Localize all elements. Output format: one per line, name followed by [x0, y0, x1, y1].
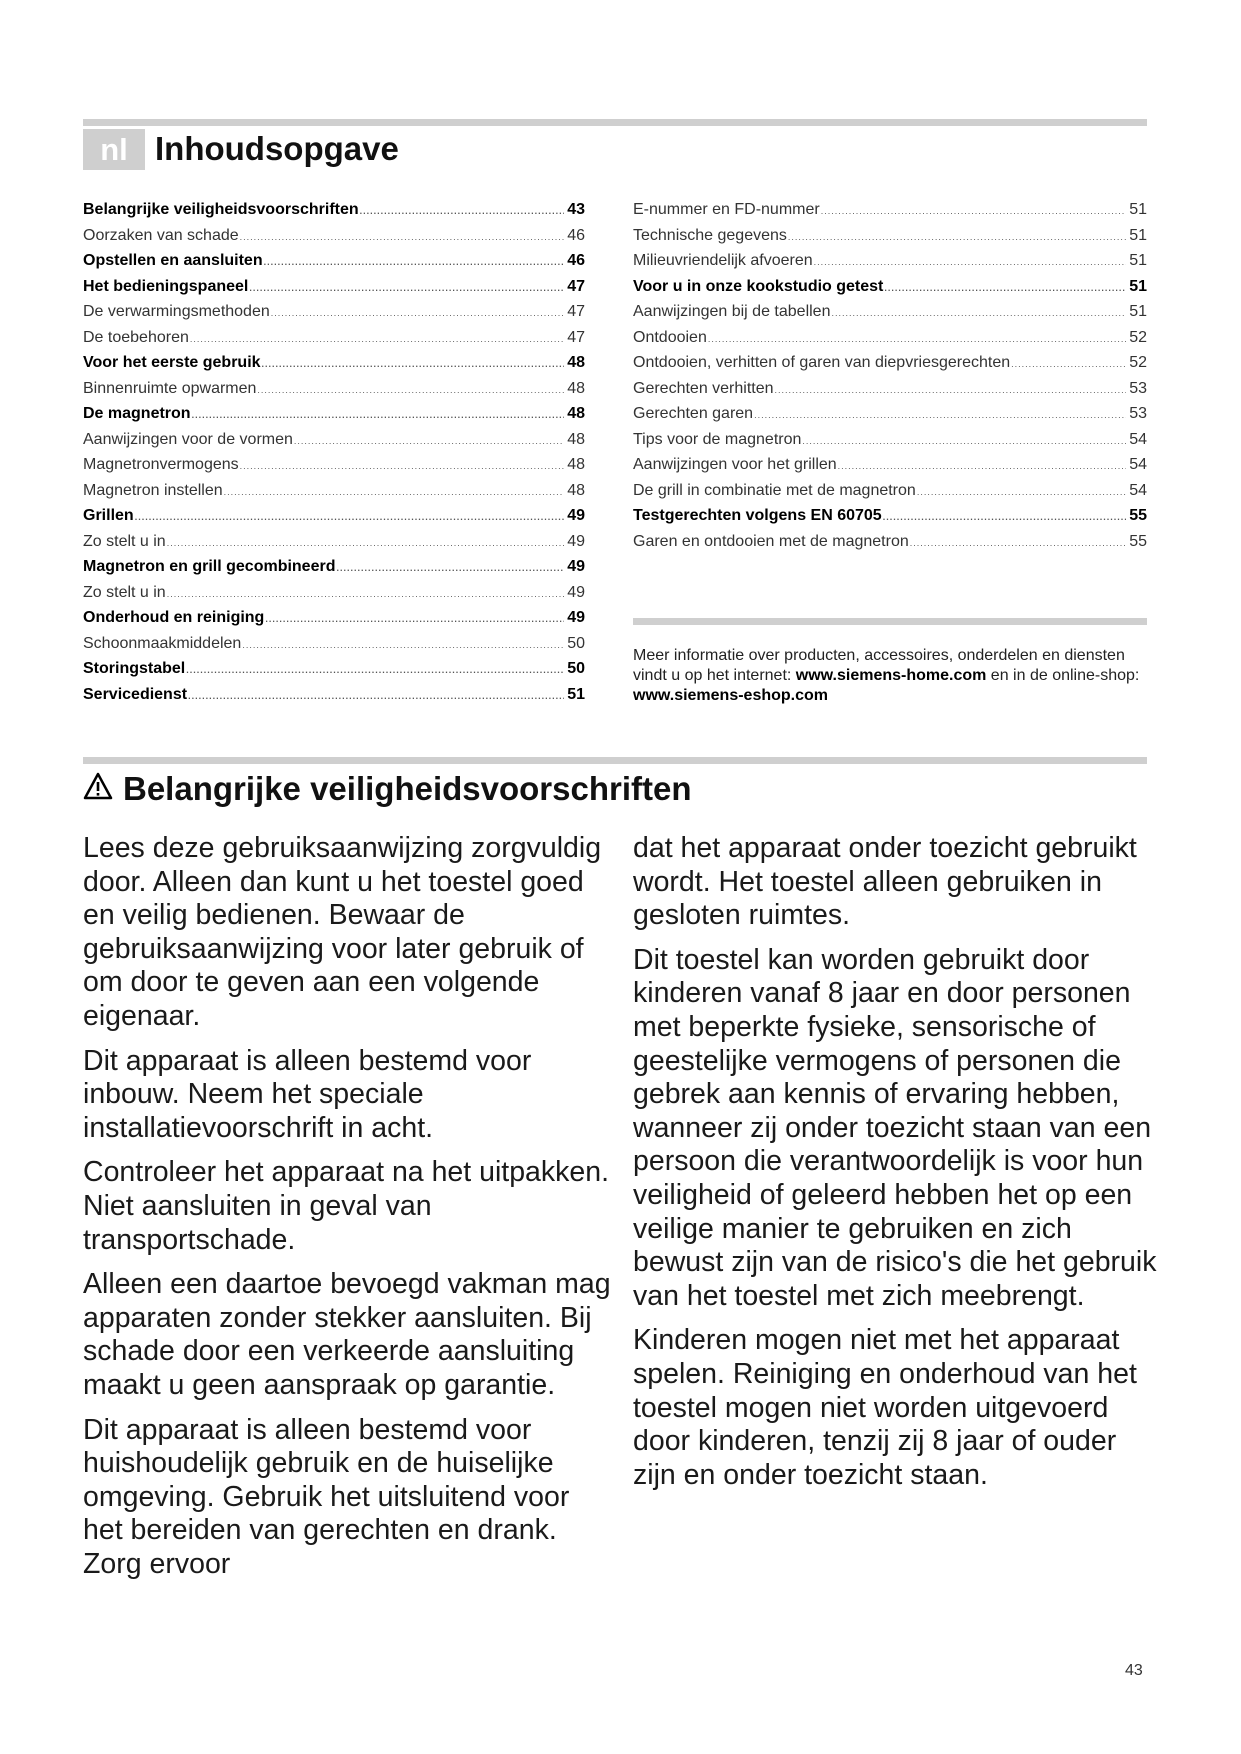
- title-rule: [83, 119, 1147, 126]
- toc-entry-label: De verwarmingsmethoden: [83, 303, 270, 320]
- toc-entry-label: Aanwijzingen bij de tabellen: [633, 303, 831, 320]
- dot-leader: [249, 276, 564, 302]
- toc-entry[interactable]: [633, 274, 1147, 300]
- toc-entry-page: 53: [1129, 379, 1147, 397]
- toc-right-column: [633, 197, 1147, 554]
- toc-entry-page: 47: [567, 277, 585, 295]
- dot-leader: [754, 403, 1126, 429]
- toc-entry[interactable]: [633, 427, 1147, 453]
- toc-entry-label: Ontdooien, verhitten of garen van diepvriesgerechten: [633, 354, 1011, 371]
- safety-paragraph: Dit apparaat is alleen bestemd voor inbouw. Neem het speciale installatievoorschrift in acht.: [83, 1044, 532, 1144]
- toc-entry-page: 51: [1129, 252, 1147, 269]
- toc-entry-page: 50: [567, 634, 585, 652]
- toc-entry[interactable]: [83, 452, 585, 478]
- toc-entry-page: 55: [1129, 507, 1147, 524]
- dot-leader: [271, 301, 564, 327]
- dot-leader: [242, 633, 564, 659]
- toc-entry-page: 54: [1129, 456, 1147, 473]
- toc-entry[interactable]: [83, 605, 585, 631]
- toc-entry-page: 49: [567, 532, 585, 550]
- toc-entry-page: 48: [567, 456, 585, 473]
- dot-leader: [265, 607, 564, 633]
- dot-leader: [257, 378, 564, 404]
- dot-leader: [186, 658, 564, 684]
- dot-leader: [775, 378, 1127, 404]
- page-title: Inhoudsopgave: [155, 130, 399, 167]
- toc-entry-label: Milieuvriendelijk afvoeren: [633, 252, 813, 269]
- toc-entry-page: 49: [567, 609, 585, 626]
- toc-entry-label: Opstellen en aansluiten: [83, 252, 263, 269]
- safety-paragraph: Dit toestel kan worden gebruikt door kinderen vanaf 8 jaar en door personen met beperkte fysieke, sensorische of geestelijke vermogens of personen die gebrek aan kennis of ervaring hebben, wanneer zij onder toezicht staan van een persoon die verantwoordelijk is voor hun veiligheid of geleerd hebben het op een veilige manier te gebruiken en zich bewust zijn van de risico's die het gebruik van het toestel met zich meebrengt.: [633, 943, 1157, 1312]
- toc-entry-page: 47: [567, 303, 585, 320]
- dot-leader: [224, 480, 565, 506]
- toc-entry-page: 51: [1129, 277, 1147, 295]
- section-title: Belangrijke veiligheidsvoorschriften: [123, 770, 692, 807]
- dot-leader: [821, 199, 1127, 225]
- toc-left-column: [83, 197, 585, 707]
- toc-entry-label: Servicedienst: [83, 685, 188, 703]
- toc-entry[interactable]: [633, 478, 1147, 504]
- section-heading: [83, 768, 692, 810]
- dot-leader: [883, 505, 1127, 531]
- toc-entry[interactable]: [83, 248, 585, 274]
- toc-entry[interactable]: [83, 580, 585, 606]
- toc-entry-label: Aanwijzingen voor het grillen: [633, 456, 837, 473]
- toc-entry[interactable]: [83, 401, 585, 427]
- toc-entry-page: 51: [567, 685, 585, 703]
- toc-entry-page: 50: [567, 660, 585, 677]
- toc-entry-label: Aanwijzingen voor de vormen: [83, 430, 293, 448]
- dot-leader: [838, 454, 1127, 480]
- toc-entry-label: Magnetronvermogens: [83, 456, 239, 473]
- dot-leader: [192, 403, 565, 429]
- toc-entry-label: Oorzaken van schade: [83, 226, 239, 244]
- toc-entry[interactable]: [633, 325, 1147, 351]
- toc-entry-label: Ontdooien: [633, 328, 707, 346]
- dot-leader: [188, 684, 564, 710]
- toc-entry-page: 49: [567, 507, 585, 524]
- toc-entry[interactable]: [83, 503, 585, 529]
- toc-entry-label: De magnetron: [83, 405, 191, 422]
- toc-entry-page: 47: [567, 328, 585, 346]
- toc-entry-label: Gerechten garen: [633, 405, 754, 422]
- warning-triangle-icon: [83, 768, 113, 810]
- toc-entry[interactable]: [83, 427, 585, 453]
- dot-leader: [910, 531, 1126, 557]
- toc-entry[interactable]: [633, 452, 1147, 478]
- toc-entry-label: Magnetron en grill gecombineerd: [83, 558, 336, 575]
- toc-entry-page: 51: [1129, 303, 1147, 320]
- dot-leader: [135, 505, 565, 531]
- toc-entry-page: 53: [1129, 405, 1147, 422]
- toc-entry[interactable]: [83, 376, 585, 402]
- toc-entry-page: 48: [567, 379, 585, 397]
- toc-entry-label: Grillen: [83, 507, 134, 524]
- toc-entry-label: Technische gegevens: [633, 226, 787, 244]
- toc-entry[interactable]: [83, 350, 585, 376]
- toc-entry[interactable]: [633, 376, 1147, 402]
- toc-entry-page: 51: [1129, 226, 1147, 244]
- toc-entry[interactable]: [633, 299, 1147, 325]
- info-rule: [633, 618, 1147, 625]
- safety-paragraph: Alleen een daartoe bevoegd vakman mag apparaten zonder stekker aansluiten. Bij schade door een verkeerde aansluiting maakt u geen aanspraak op garantie.: [83, 1268, 611, 1401]
- toc-entry[interactable]: [633, 350, 1147, 376]
- info-text-part: en in de online-shop:: [986, 667, 1140, 684]
- toc-entry-label: Magnetron instellen: [83, 481, 223, 499]
- dot-leader: [240, 454, 565, 480]
- siemens-home-link[interactable]: www.siemens-home.com: [795, 667, 987, 684]
- dot-leader: [294, 429, 564, 455]
- safety-left-column: [83, 832, 613, 1592]
- toc-entry-label: Voor het eerste gebruik: [83, 354, 261, 371]
- toc-entry[interactable]: [83, 478, 585, 504]
- toc-entry[interactable]: [83, 197, 585, 223]
- toc-entry[interactable]: [83, 631, 585, 657]
- toc-entry[interactable]: [633, 503, 1147, 529]
- toc-entry-page: 51: [1129, 201, 1147, 218]
- safety-paragraph: dat het apparaat onder toezicht gebruikt wordt. Het toestel alleen gebruiken in gesloten ruimtes.: [633, 832, 1137, 932]
- dot-leader: [190, 327, 564, 353]
- siemens-eshop-link[interactable]: www.siemens-eshop.com: [633, 687, 829, 704]
- toc-entry[interactable]: [83, 656, 585, 682]
- toc-entry-label: Zo stelt u in: [83, 532, 166, 550]
- dot-leader: [884, 276, 1126, 302]
- toc-entry-label: Het bedieningspaneel: [83, 277, 249, 295]
- toc-entry[interactable]: [633, 529, 1147, 555]
- dot-leader: [802, 429, 1126, 455]
- language-badge: nl: [83, 129, 145, 170]
- toc-entry[interactable]: [633, 401, 1147, 427]
- dot-leader: [788, 225, 1126, 251]
- toc-entry-page: 46: [567, 226, 585, 244]
- safety-paragraph: Controleer het apparaat na het uitpakken. Niet aansluiten in geval van transportschade.: [83, 1156, 610, 1256]
- toc-entry-page: 52: [1129, 354, 1147, 371]
- toc-entry[interactable]: [83, 325, 585, 351]
- toc-entry[interactable]: [633, 248, 1147, 274]
- toc-entry-label: Binnenruimte opwarmen: [83, 379, 257, 397]
- dot-leader: [814, 250, 1127, 276]
- dot-leader: [167, 531, 565, 557]
- toc-entry-page: 48: [567, 354, 585, 371]
- toc-entry[interactable]: [83, 529, 585, 555]
- page-number: 43: [1125, 1662, 1143, 1679]
- toc-entry[interactable]: [83, 682, 585, 708]
- toc-entry-page: 55: [1129, 532, 1147, 550]
- toc-entry-label: Onderhoud en reiniging: [83, 609, 265, 626]
- toc-entry-page: 54: [1129, 481, 1147, 499]
- toc-entry[interactable]: [633, 223, 1147, 249]
- toc-entry-page: 48: [567, 430, 585, 448]
- toc-entry-page: 54: [1129, 430, 1147, 448]
- safety-paragraph: Dit apparaat is alleen bestemd voor huishoudelijk gebruik en de huiselijke omgeving. Gebruik het uitsluitend voor het bereiden van gerechten en drank. Zorg ervoor: [83, 1413, 570, 1580]
- toc-entry-page: 49: [567, 583, 585, 601]
- toc-entry-label: Voor u in onze kookstudio getest: [633, 277, 884, 295]
- info-text-part: Meer informatie over producten, accessoires, onderdelen en diensten vindt u op het internet:: [633, 647, 1125, 684]
- dot-leader: [336, 556, 564, 582]
- toc-entry-label: E-nummer en FD-nummer: [633, 201, 820, 218]
- toc-entry-label: Testgerechten volgens EN 60705: [633, 507, 882, 524]
- toc-entry-label: Gerechten verhitten: [633, 379, 774, 397]
- safety-right-column: [633, 832, 1163, 1503]
- dot-leader: [917, 480, 1126, 506]
- toc-entry-page: 46: [567, 252, 585, 269]
- dot-leader: [167, 582, 565, 608]
- toc-entry-label: De toebehoren: [83, 328, 189, 346]
- toc-entry-label: Storingstabel: [83, 660, 186, 677]
- toc-entry-label: Tips voor de magnetron: [633, 430, 802, 448]
- toc-entry-page: 43: [567, 201, 585, 218]
- toc-entry[interactable]: [83, 274, 585, 300]
- toc-entry[interactable]: [83, 223, 585, 249]
- toc-entry[interactable]: [83, 554, 585, 580]
- safety-paragraph: Kinderen mogen niet met het apparaat spelen. Reiniging en onderhoud van het toestel mogen niet worden uitgevoerd door kinderen, tenzij zij 8 jaar of ouder zijn en onder toezicht staan.: [633, 1324, 1137, 1491]
- toc-entry-page: 49: [567, 558, 585, 575]
- toc-entry-page: 48: [567, 481, 585, 499]
- toc-entry-page: 48: [567, 405, 585, 422]
- dot-leader: [264, 250, 565, 276]
- toc-entry-label: Garen en ontdooien met de magnetron: [633, 532, 909, 550]
- dot-leader: [1011, 352, 1126, 378]
- toc-entry-page: 52: [1129, 328, 1147, 346]
- toc-entry-label: Belangrijke veiligheidsvoorschriften: [83, 201, 359, 218]
- toc-entry[interactable]: [633, 197, 1147, 223]
- toc-entry[interactable]: [83, 299, 585, 325]
- toc-entry-label: Zo stelt u in: [83, 583, 166, 601]
- dot-leader: [262, 352, 565, 378]
- dot-leader: [360, 199, 565, 225]
- toc-entry-label: De grill in combinatie met de magnetron: [633, 481, 916, 499]
- dot-leader: [240, 225, 565, 251]
- toc-entry-label: Schoonmaakmiddelen: [83, 634, 242, 652]
- safety-paragraph: Lees deze gebruiksaanwijzing zorgvuldig door. Alleen dan kunt u het toestel goed en veilig bedienen. Bewaar de gebruiksaanwijzing voor later gebruik of om door te geven aan een volgende eigenaar.: [83, 832, 602, 1032]
- section-rule: [83, 757, 1147, 764]
- dot-leader: [831, 301, 1126, 327]
- info-text: [633, 646, 1153, 706]
- dot-leader: [708, 327, 1126, 353]
